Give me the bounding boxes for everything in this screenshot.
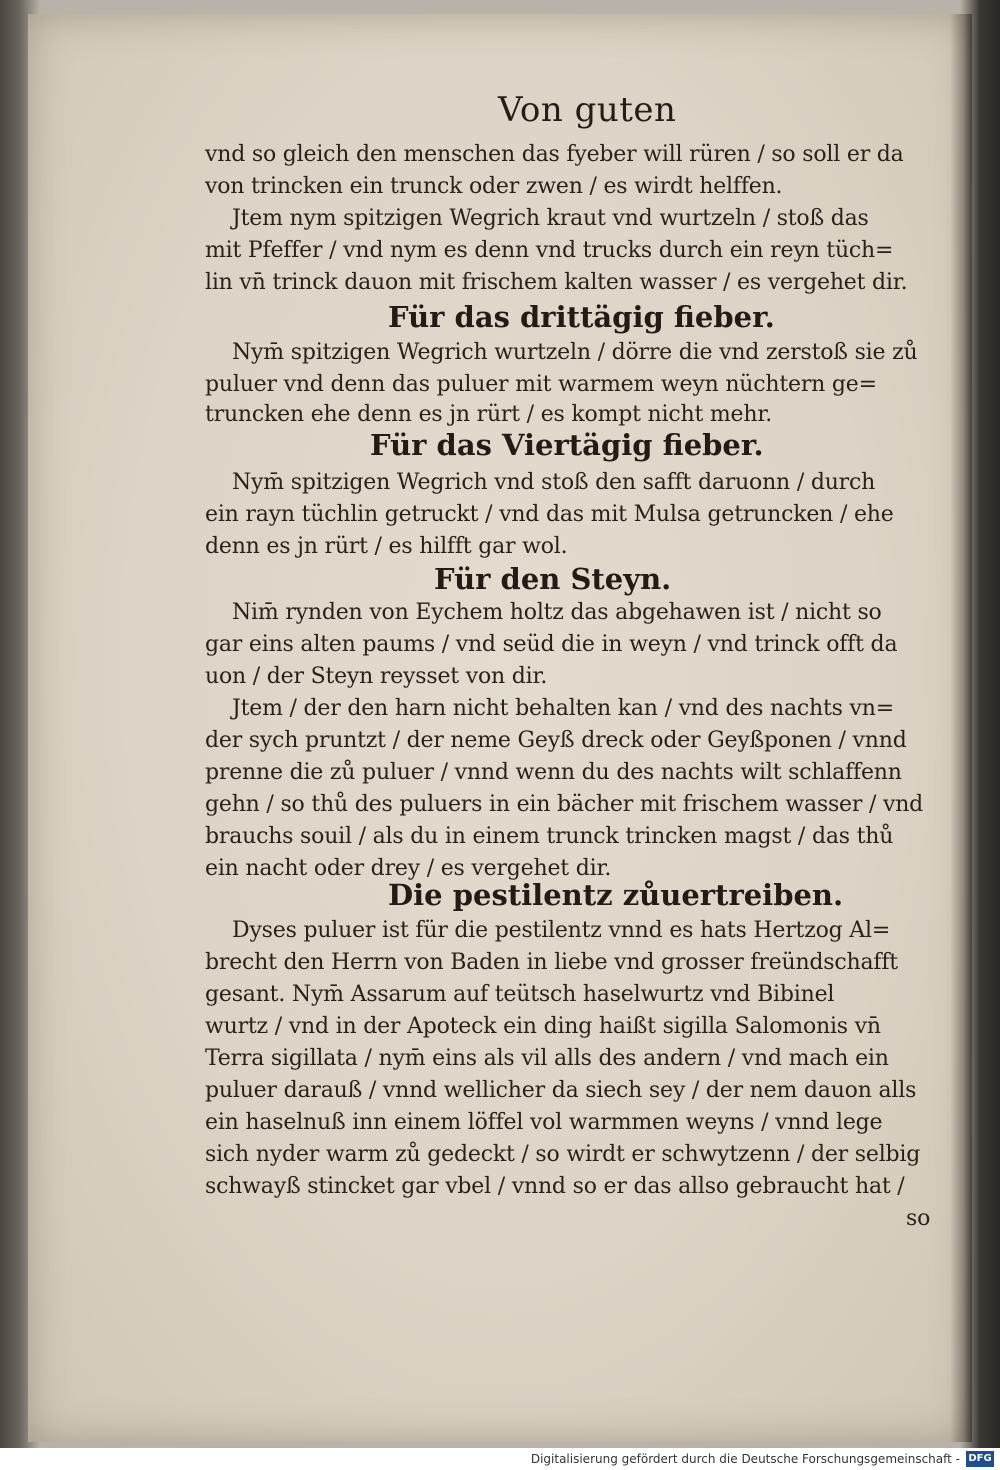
text-line: vnd so gleich den menschen das fyeber will rüren / so soll er da	[205, 142, 904, 167]
text-line: brauchs souil / als du in einem trunck trincken magst / das thů	[205, 824, 894, 849]
text-line: schwayß stincket gar vbel / vnnd so er das allso gebraucht hat /	[205, 1174, 905, 1199]
section-heading: Die pestilentz zůuertreiben.	[388, 878, 844, 912]
text-line: gehn / so thů des puluers in ein bächer mit frischem wasser / vnd	[205, 792, 924, 817]
text-line: Jtem nym spitzigen Wegrich kraut vnd wurtzeln / stoß das	[232, 206, 869, 231]
text-line: Nym̄ spitzigen Wegrich wurtzeln / dörre die vnd zerstoß sie zů	[232, 340, 918, 365]
text-line: Jtem / der den harn nicht behalten kan / vnd des nachts vn=	[232, 696, 894, 721]
text-line: von trincken ein trunck oder zwen / es wirdt helffen.	[205, 174, 783, 199]
text-line: gar eins alten paums / vnd seüd die in weyn / vnd trinck offt da	[205, 632, 898, 657]
text-line: puluer vnd denn das puluer mit warmem weyn nüchtern ge=	[205, 372, 877, 397]
section-heading: Für das drittägig fieber.	[388, 300, 775, 334]
text-line: ein nacht oder drey / es vergehet dir.	[205, 856, 612, 881]
page-spine-shadow	[950, 14, 972, 1442]
dfg-logo-icon[interactable]: DFG	[966, 1451, 994, 1467]
text-line: uon / der Steyn reysset von dir.	[205, 664, 548, 689]
text-line: brecht den Herrn von Baden in liebe vnd grosser freündschafft	[205, 950, 898, 975]
section-heading: Für den Steyn.	[434, 562, 672, 596]
footer-bar	[0, 1448, 1000, 1470]
text-line: Nym̄ spitzigen Wegrich vnd stoß den safft daruonn / durch	[232, 470, 876, 495]
text-line: puluer darauß / vnnd wellicher da siech sey / der nem dauon alls	[205, 1078, 917, 1103]
text-line: lin vn̄ trinck dauon mit frischem kalten wasser / es vergehet dir.	[205, 270, 908, 295]
text-line: gesant. Nym̄ Assarum auf teütsch haselwurtz vnd Bibinel	[205, 982, 835, 1007]
text-line: prenne die zů puluer / vnnd wenn du des nachts wilt schlaffenn	[205, 760, 902, 785]
text-line: truncken ehe denn es jn rürt / es kompt nicht mehr.	[205, 402, 773, 427]
text-line: ein rayn tüchlin getruckt / vnd das mit Mulsa getruncken / ehe	[205, 502, 894, 527]
text-line: Terra sigillata / nym̄ eins als vil alls des andern / vnd mach ein	[205, 1046, 889, 1071]
text-line: Dyses puluer ist für die pestilentz vnnd es hats Hertzog Al=	[232, 918, 891, 943]
text-line: wurtz / vnd in der Apoteck ein ding haißt sigilla Salomonis vn̄	[205, 1014, 881, 1039]
running-head: Von guten	[498, 90, 677, 130]
text-line: sich nyder warm zů gedeckt / so wirdt er schwytzenn / der selbig	[205, 1142, 921, 1167]
text-line: denn es jn rürt / es hilfft gar wol.	[205, 534, 568, 559]
text-line: mit Pfeffer / vnd nym es denn vnd trucks durch ein reyn tüch=	[205, 238, 894, 263]
catchword: so	[906, 1206, 931, 1231]
text-line: ein haselnuß inn einem löffel vol warmmen weyns / vnnd lege	[205, 1110, 883, 1135]
text-line: der sych pruntzt / der neme Geyß dreck oder Geyßponen / vnnd	[205, 728, 907, 753]
funding-credit: Digitalisierung gefördert durch die Deutsche Forschungsgemeinschaft -	[530, 1452, 960, 1466]
text-line: Nim̄ rynden von Eychem holtz das abgehawen ist / nicht so	[232, 600, 882, 625]
section-heading: Für das Viertägig fieber.	[370, 428, 764, 462]
